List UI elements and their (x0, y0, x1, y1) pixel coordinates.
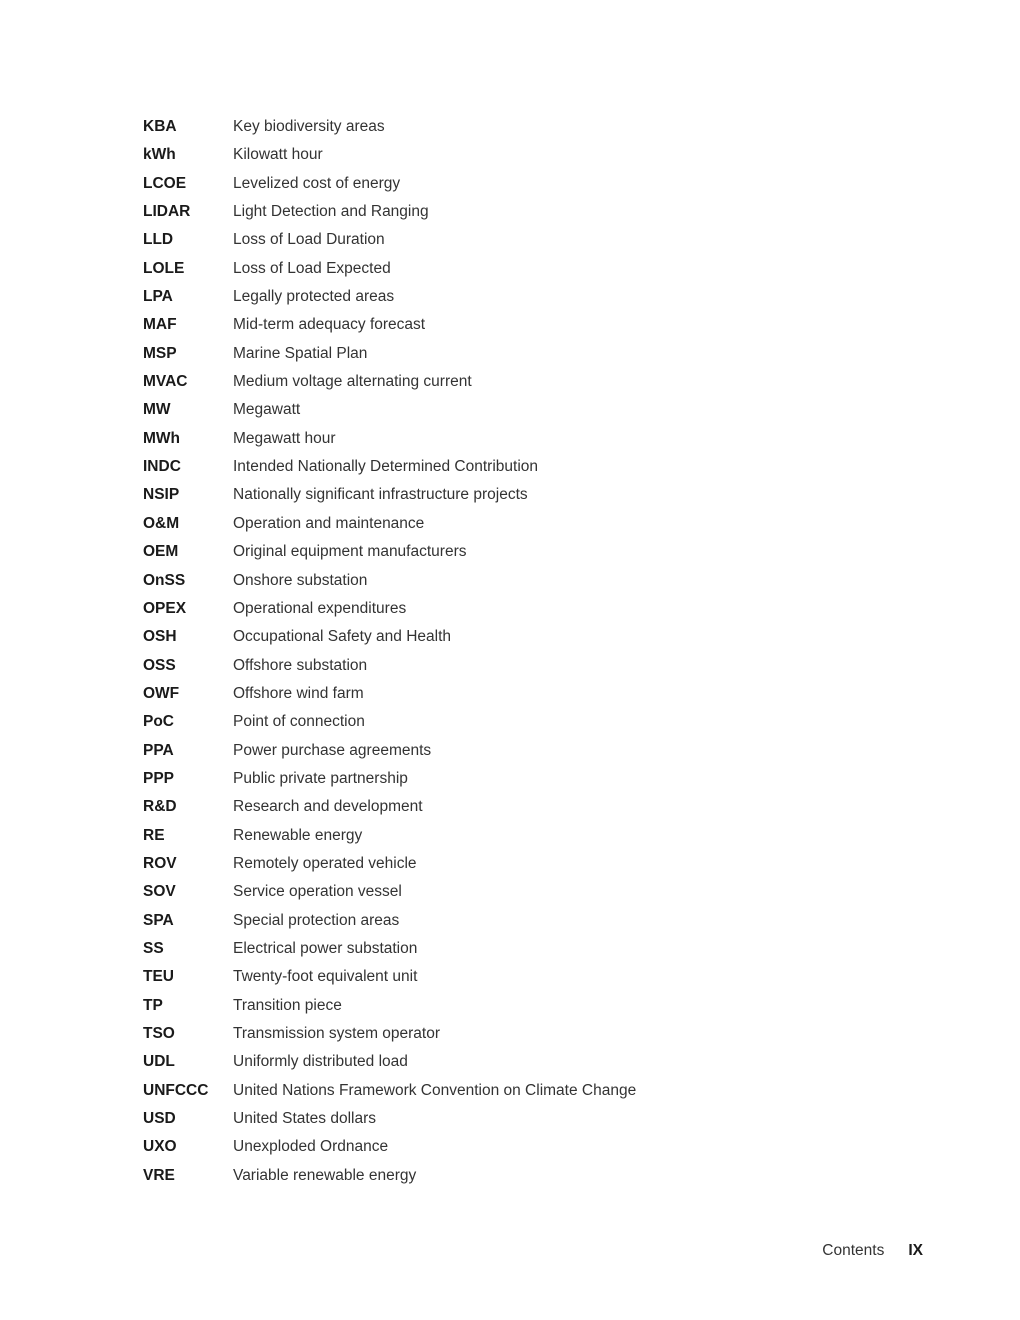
abbreviation-definition: Original equipment manufacturers (233, 543, 467, 561)
abbreviation-code: UDL (143, 1053, 175, 1071)
abbreviation-row (143, 170, 903, 198)
abbreviation-code: MVAC (143, 373, 188, 391)
abbreviation-row (143, 935, 903, 963)
abbreviation-row (143, 567, 903, 595)
abbreviation-row (143, 226, 903, 254)
abbreviation-code: PPP (143, 769, 175, 787)
abbreviation-definition: Service operation vessel (233, 883, 402, 901)
abbreviation-code: kWh (143, 146, 176, 164)
abbreviation-definition: Key biodiversity areas (233, 118, 385, 135)
abbreviation-code: OWF (143, 684, 180, 702)
abbreviation-definition: Public private partnership (233, 769, 408, 787)
abbreviation-definition: Occupational Safety and Health (233, 628, 451, 646)
abbreviation-definition: Levelized cost of energy (233, 174, 401, 192)
abbreviation-row (143, 708, 903, 736)
abbreviation-row (143, 255, 903, 283)
abbreviation-row (143, 510, 903, 538)
abbreviation-code: O&M (143, 514, 180, 532)
abbreviation-row (143, 141, 903, 169)
abbreviation-definition: Loss of Load Expected (233, 259, 391, 277)
abbreviation-definition: Nationally significant infrastructure projects (233, 486, 528, 504)
abbreviation-row (143, 1133, 903, 1161)
abbreviation-code: TSO (143, 1025, 175, 1042)
abbreviation-code: OPEX (143, 599, 187, 617)
abbreviation-row (143, 198, 903, 226)
abbreviation-definition: Special protection areas (233, 911, 400, 929)
page-footer (822, 1242, 923, 1260)
abbreviation-list (143, 113, 903, 1190)
abbreviation-row (143, 113, 903, 141)
abbreviation-definition: Power purchase agreements (233, 741, 432, 759)
abbreviation-row (143, 765, 903, 793)
abbreviation-code: LCOE (143, 174, 187, 192)
page-number: IX (908, 1242, 923, 1259)
abbreviation-code: UNFCCC (143, 1081, 209, 1099)
abbreviation-row (143, 425, 903, 453)
abbreviation-definition: Loss of Load Duration (233, 231, 385, 249)
abbreviation-code: SS (143, 939, 164, 957)
abbreviation-code: VRE (143, 1166, 175, 1184)
abbreviation-definition: Intended Nationally Determined Contribution (233, 458, 539, 476)
abbreviation-code: R&D (143, 798, 177, 816)
abbreviation-definition: Medium voltage alternating current (233, 373, 472, 391)
abbreviation-code: OSH (143, 628, 177, 646)
abbreviation-code: USD (143, 1110, 176, 1128)
abbreviation-code: TEU (143, 968, 174, 986)
abbreviation-row (143, 1048, 903, 1076)
abbreviation-code: OnSS (143, 571, 186, 589)
abbreviation-code: MW (143, 401, 171, 419)
abbreviation-code: ROV (143, 854, 177, 872)
abbreviation-row (143, 538, 903, 566)
abbreviation-code: INDC (143, 458, 181, 476)
abbreviation-code: PPA (143, 741, 174, 759)
abbreviation-row (143, 793, 903, 821)
abbreviation-code: SPA (143, 911, 174, 929)
abbreviation-definition: Unexploded Ordnance (233, 1138, 389, 1156)
abbreviation-definition: Onshore substation (233, 571, 368, 589)
abbreviation-definition: Operational expenditures (233, 599, 407, 617)
abbreviation-code: LOLE (143, 259, 185, 277)
abbreviation-definition: Megawatt (233, 401, 301, 419)
abbreviation-definition: Offshore substation (233, 656, 368, 674)
abbreviation-code: OEM (143, 543, 179, 561)
abbreviation-row (143, 340, 903, 368)
abbreviation-code: MSP (143, 344, 177, 362)
abbreviation-definition: Transmission system operator (233, 1025, 441, 1042)
abbreviation-row (143, 907, 903, 935)
abbreviation-row (143, 481, 903, 509)
abbreviation-code: NSIP (143, 486, 180, 504)
abbreviation-definition: Mid-term adequacy forecast (233, 316, 426, 334)
abbreviation-row (143, 680, 903, 708)
abbreviation-definition: Renewable energy (233, 826, 363, 844)
abbreviation-row (143, 311, 903, 339)
abbreviation-row (143, 992, 903, 1020)
abbreviation-code: KBA (143, 118, 177, 135)
abbreviation-code: UXO (143, 1138, 177, 1156)
abbreviation-row (143, 1105, 903, 1133)
abbreviation-definition: Variable renewable energy (233, 1166, 417, 1184)
abbreviation-definition: Offshore wind farm (233, 684, 364, 702)
abbreviation-row (143, 1077, 903, 1105)
abbreviation-definition: Electrical power substation (233, 939, 418, 957)
abbreviation-definition: Transition piece (233, 996, 342, 1014)
abbreviation-row (143, 368, 903, 396)
abbreviation-code: RE (143, 826, 165, 844)
abbreviation-definition: Twenty-foot equivalent unit (233, 968, 418, 986)
abbreviation-row (143, 1162, 903, 1190)
abbreviation-code: LIDAR (143, 203, 191, 221)
abbreviation-row (143, 623, 903, 651)
abbreviation-definition: Operation and maintenance (233, 514, 425, 532)
abbreviation-definition: Point of connection (233, 713, 365, 731)
abbreviation-row (143, 396, 903, 424)
abbreviation-row (143, 963, 903, 991)
abbreviation-row (143, 1020, 903, 1048)
abbreviation-row (143, 822, 903, 850)
footer-section-label: Contents (822, 1242, 885, 1259)
abbreviation-code: LPA (143, 288, 173, 306)
abbreviation-code: MWh (143, 429, 181, 447)
abbreviation-code: OSS (143, 656, 176, 674)
abbreviation-code: SOV (143, 883, 176, 901)
abbreviation-definition: Megawatt hour (233, 429, 336, 447)
abbreviation-definition: Marine Spatial Plan (233, 344, 368, 362)
abbreviation-row (143, 283, 903, 311)
abbreviation-row (143, 453, 903, 481)
abbreviation-definition: Research and development (233, 798, 423, 816)
abbreviation-code: MAF (143, 316, 177, 334)
abbreviation-definition: Uniformly distributed load (233, 1053, 408, 1071)
abbreviation-row (143, 850, 903, 878)
abbreviation-definition: Kilowatt hour (233, 146, 323, 164)
abbreviation-code: TP (143, 996, 163, 1014)
abbreviation-definition: United States dollars (233, 1110, 377, 1128)
abbreviation-definition: Remotely operated vehicle (233, 854, 417, 872)
abbreviation-row (143, 595, 903, 623)
abbreviation-row (143, 737, 903, 765)
abbreviation-definition: Light Detection and Ranging (233, 203, 429, 221)
abbreviation-row (143, 652, 903, 680)
abbreviation-code: PoC (143, 713, 174, 731)
abbreviation-definition: Legally protected areas (233, 288, 395, 306)
abbreviation-code: LLD (143, 231, 174, 249)
abbreviation-definition: United Nations Framework Convention on Climate Change (233, 1081, 637, 1099)
abbreviation-row (143, 878, 903, 906)
